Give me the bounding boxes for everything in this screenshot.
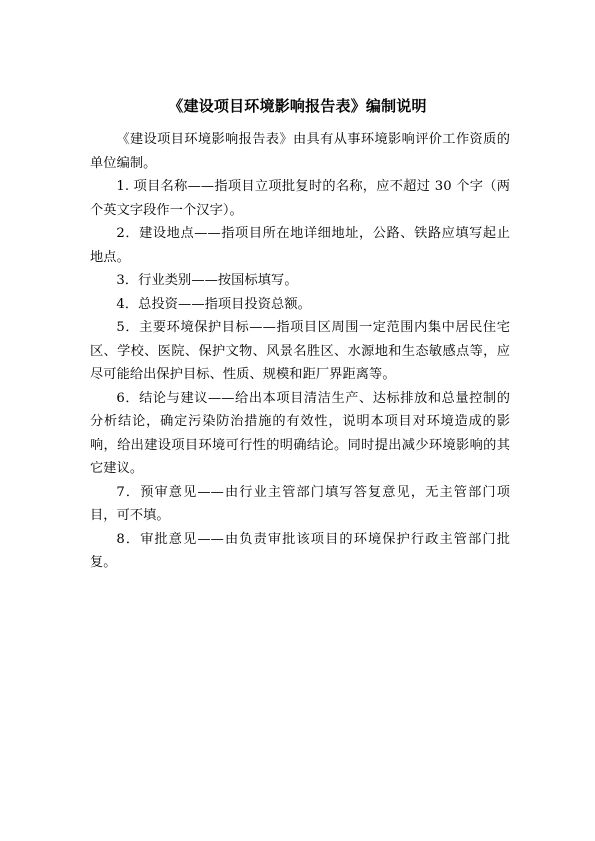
item-construction-site: 2．建设地点——指项目所在地详细地址，公路、铁路应填写起止地点。 xyxy=(90,226,510,265)
intro-paragraph: 《建设项目环境影响报告表》由具有从事环境影响评价工作资质的单位编制。 xyxy=(90,132,510,171)
document-body xyxy=(90,128,510,575)
document-title: 《建设项目环境影响报告表》编制说明 xyxy=(168,97,427,115)
item-total-investment: 4．总投资——指项目投资总额。 xyxy=(116,296,311,312)
item-conclusions: 6．结论与建议——给出本项目清洁生产、达标排放和总量控制的分析结论，确定污染防治措施的有效性，说明本项目对环境造成的影响，给出建设项目环境可行性的明确结论。同时提出减少环境影响的其它建议。 xyxy=(90,390,510,476)
item-protection-targets: 5．主要环境保护目标——指项目区周围一定范围内集中居民住宅区、学校、医院、保护文物、风景名胜区、水源地和生态敏感点等，应尽可能给出保护目标、性质、规模和距厂界距离等。 xyxy=(90,320,510,382)
item-approval-opinion: 8．审批意见——由负责审批该项目的环境保护行政主管部门批复。 xyxy=(90,531,510,570)
item-project-name: 1. 项目名称——指项目立项批复时的名称，应不超过 30 个字（两个英文字段作一个汉字）。 xyxy=(90,179,510,218)
item-pre-review-opinion: 7．预审意见——由行业主管部门填写答复意见，无主管部门项目，可不填。 xyxy=(90,484,510,523)
item-industry-category: 3．行业类别——按国标填写。 xyxy=(116,273,298,288)
